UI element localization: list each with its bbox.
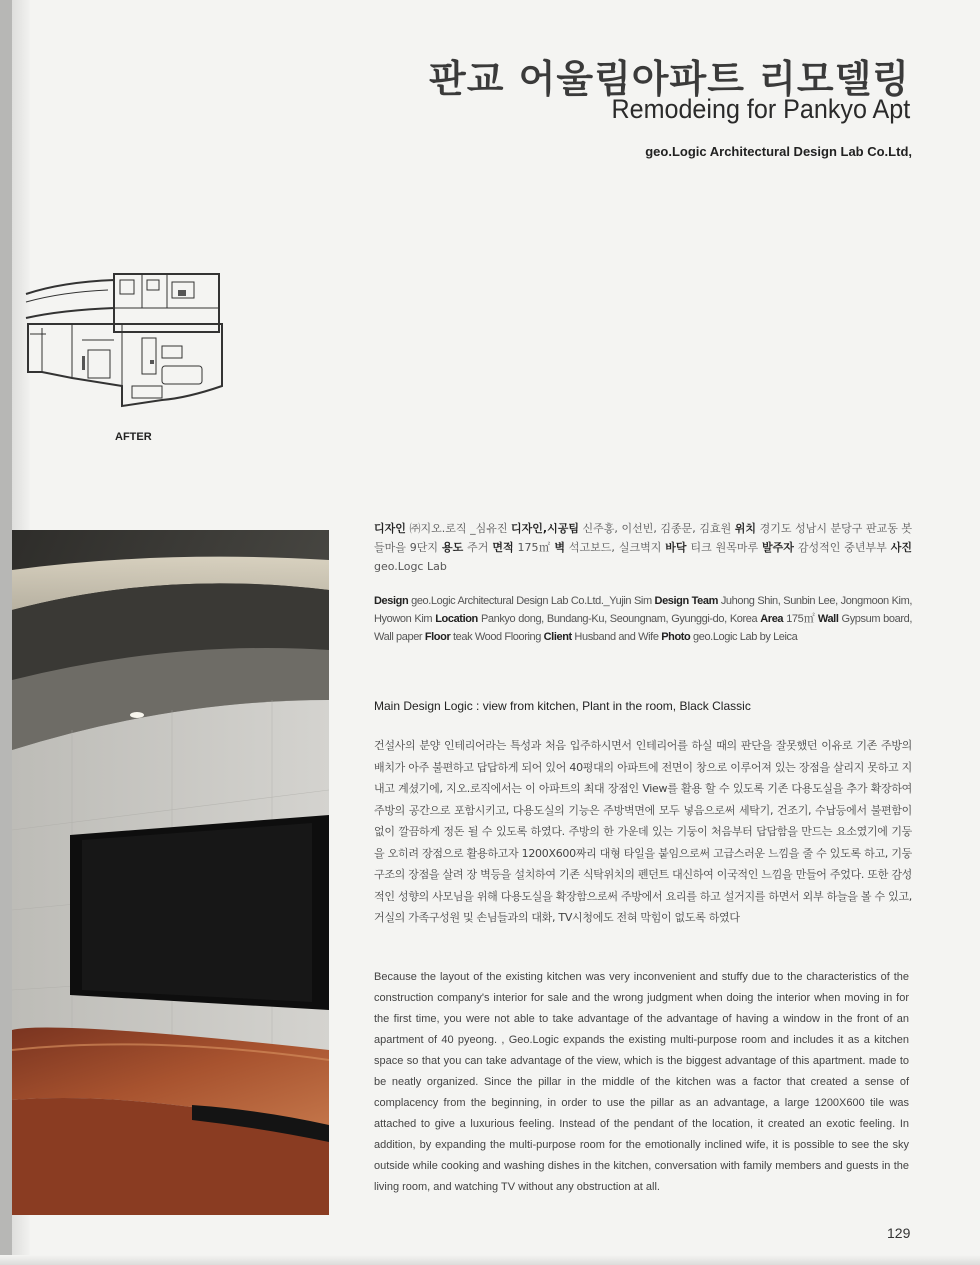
credits-korean [374,519,912,576]
credit-value: 경기도 성남시 분당구 판교동 봇들마을 9단지 [374,522,913,554]
credit-label: 위치 [734,522,757,535]
credit-label: Design [374,595,409,607]
credit-value: 감성적인 중년부부 [793,541,891,554]
credit-label: 벽 [554,541,565,554]
credit-value: 석고보드, 실크벽지 [564,541,666,554]
credit-label: Location [435,613,478,625]
credit-value: Pankyo dong, Bundang-Ku, Seoungnam, Gyunggi-do, Korea [477,613,761,625]
credit-label: 디자인,시공팀 [511,522,579,535]
credit-value: 175㎡ [783,613,818,625]
firm-name: geo.Logic Architectural Design Lab Co.Ltd, [645,144,912,159]
page-title-english: Remodeing for Pankyo Apt [611,94,910,124]
credit-label: 발주자 [762,541,794,554]
credit-value: 신주홍, 이선빈, 김종문, 김효원 [578,522,735,535]
interior-photo [12,530,329,1215]
credits-english [374,592,912,646]
credit-value: teak Wood Flooring [450,631,544,643]
credit-value: geo.Logic Architectural Design Lab Co.Ltd._Yujin Sim [408,595,655,607]
floor-plan-drawing [22,268,227,413]
credit-value: 주거 [463,541,493,554]
body-text-english: Because the layout of the existing kitchen was very inconvenient and stuffy due to the characteristics of the construction company's interior for sale and the wrong judgment when doing the interior when moving in for the first time, you were not able to take advantage of the advantage of having a window in the front of an apartment of 40 pyeong. , Geo.Logic expands the existing multi-purpose room and includes it as a kitchen space so that you can take advantage of the view, which is the biggest advantage of this apartment. made to be neatly organized. Since the pillar in the middle of the kitchen was a factor that created a sense of complacency from the beginning, in order to use the pillar as an advantage, a large 1200X600 tile was attached to give a luxurious feeling. Instead of the pendant of the location, it created an exotic feeling. In addition, by expanding the multi-purpose room for the emotionally inclined wife, it is possible to see the sky outside while cooking and washing dishes in the kitchen, conversation with family members and guests in the living room, and watching TV without any obstruction at all. [374,971,909,1193]
credit-label: 바닥 [665,541,687,554]
credit-value: geo.Logc Lab [374,560,447,573]
credit-value: ㈜지오.로직 _심유진 [405,522,512,535]
credit-label: Floor [424,631,451,643]
page-number: 129 [887,1225,911,1241]
page-bottom-shadow [0,1255,980,1265]
credit-value: Gypsum board, Wall paper [374,613,912,643]
body-text-korean: 건설사의 분양 인테리어라는 특성과 처음 입주하시면서 인테리어를 하실 때의 판단을 잘못했던 이유로 기존 주방의 배치가 아주 불편하고 답답하게 되어 있어 40평대의 아파트에 전면이 창으로 이루어져 있는 장점을 살리지 못하고 지내고 계셨기에, 지오.로직에서는 이 아파트의 최대 장점인 View를 활용 할 수 있도록 기존 다용도실을 추가 확장하여 주방의 공간으로 포함시키고, 다용도실의 기능은 주방벽면에 모두 넣음으로써 세탁기, 건조기, 수납등에서 불편함이 없이 깔끔하게 정돈 될 수 있도록 하였다. 주방의 한 가운데 있는 기둥이 처음부터 답답함을 만드는 요소였기에 기둥을 오히려 장점으로 활용하고자 1200X600짜리 대형 타일을 붙임으로써 고급스러운 느낌을 줄 수 있도록 하고, 기둥구조의 장점을 살려 장 벽등을 설치하여 기존 식탁위치의 펜던트 대신하여 이국적인 느낌을 만들어 주었다. 또한 감성적인 성향의 사모님을 위해 다용도실을 확장함으로써 주방에서 요리를 하고 설거지를 하면서 외부 하늘을 볼 수 있고, 거실의 가족구성원 및 손님들과의 대화, TV시청에도 전혀 막힘이 없도록 하였다 [374,739,912,924]
credit-label: Client [543,631,572,643]
credit-label: Design Team [654,595,718,607]
credit-label: Wall [817,613,839,625]
credit-value: 티크 원목마루 [686,541,763,554]
page-edge [0,0,12,1265]
credit-value: 175㎡ [513,541,555,554]
credit-label: 사진 [890,541,912,554]
main-design-logic: Main Design Logic : view from kitchen, Plant in the room, Black Classic [374,699,751,713]
floor-plan-label: AFTER [115,431,152,443]
credit-label: 용도 [441,541,464,554]
credit-label: 디자인 [374,522,406,535]
credit-value: geo.Logic Lab by Leica [690,631,798,643]
credit-label: 면적 [492,541,514,554]
credit-value: Husband and Wife [571,631,662,643]
credit-label: Area [760,613,784,625]
page-title-korean: 판교 어울림아파트 리모델링 [429,57,910,101]
credit-label: Photo [661,631,691,643]
credit-value: Juhong Shin, Sunbin Lee, Jongmoon Kim, Hyowon Kim [374,595,912,625]
